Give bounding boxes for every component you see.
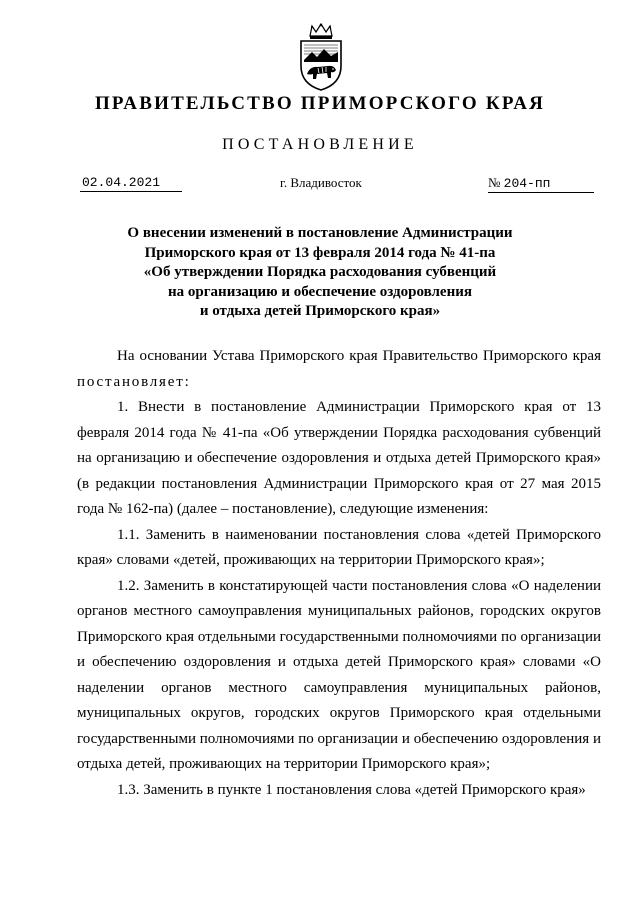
document-type: ПОСТАНОВЛЕНИЕ (222, 136, 418, 153)
subject-line: и отдыха детей Приморского края» (199, 303, 441, 319)
document-date: 02.04.2021 (80, 175, 182, 192)
government-title: ПРАВИТЕЛЬСТВО ПРИМОРСКОГО КРАЯ (94, 93, 546, 114)
subject-line: на организацию и обеспечение оздоровления (168, 283, 472, 300)
item-1-2-paragraph: 1.2. Заменить в констатирующей части постановления слова «О наделении органов местного самоуправления муниципальных районов, городских округов Приморского края отдельными государственными полномочиями по организации и обеспечению оздоровления и отдыха детей Приморского края» словами «О наделении органов местного самоуправления муниципальных районов, муниципальных округов, городских округов Приморского края отдельными государственными полномочиями по организации и обеспечению оздоровления и отдыха детей, проживающих на территории Приморского края»; (77, 577, 601, 772)
document-subject (60, 224, 580, 322)
preamble-paragraph (77, 344, 601, 395)
item-1-1-paragraph: 1.1. Заменить в наименовании постановления слова «детей Приморского края» словами «детей, проживающих на территории Приморского края»; (77, 526, 601, 568)
document-body (77, 344, 601, 803)
document-city: г. Владивосток (280, 175, 362, 190)
item-1-3-paragraph: 1.3. Заменить в пункте 1 постановления слова «детей Приморского края» (117, 781, 586, 798)
number-prefix: № (488, 175, 501, 190)
preamble-text: На основании Устава Приморского края Правительство Приморского края (117, 348, 601, 364)
primorsky-krai-coat-of-arms-icon (298, 22, 344, 92)
subject-line: Приморского края от 13 февраля 2014 года № 41-па (144, 244, 496, 261)
subject-line: О внесении изменений в постановление Администрации (127, 225, 513, 241)
document-number-field (488, 175, 594, 193)
subject-line: «Об утверждении Порядка расходования субвенций (143, 264, 497, 280)
preamble-action: постановляет: (77, 373, 191, 390)
item-1-paragraph: 1. Внести в постановление Администрации Приморского края от 13 февраля 2014 года № 41-па «Об утверждении Порядка расходования субвенций на организацию и обеспечение оздоровления и отдыха детей Приморского края» (в редакции постановления Администрации Приморского края от 27 мая 2015 года № 162-па) (далее – постановление), следующие изменения: (77, 399, 601, 517)
document-number: 204-пп (503, 176, 551, 191)
